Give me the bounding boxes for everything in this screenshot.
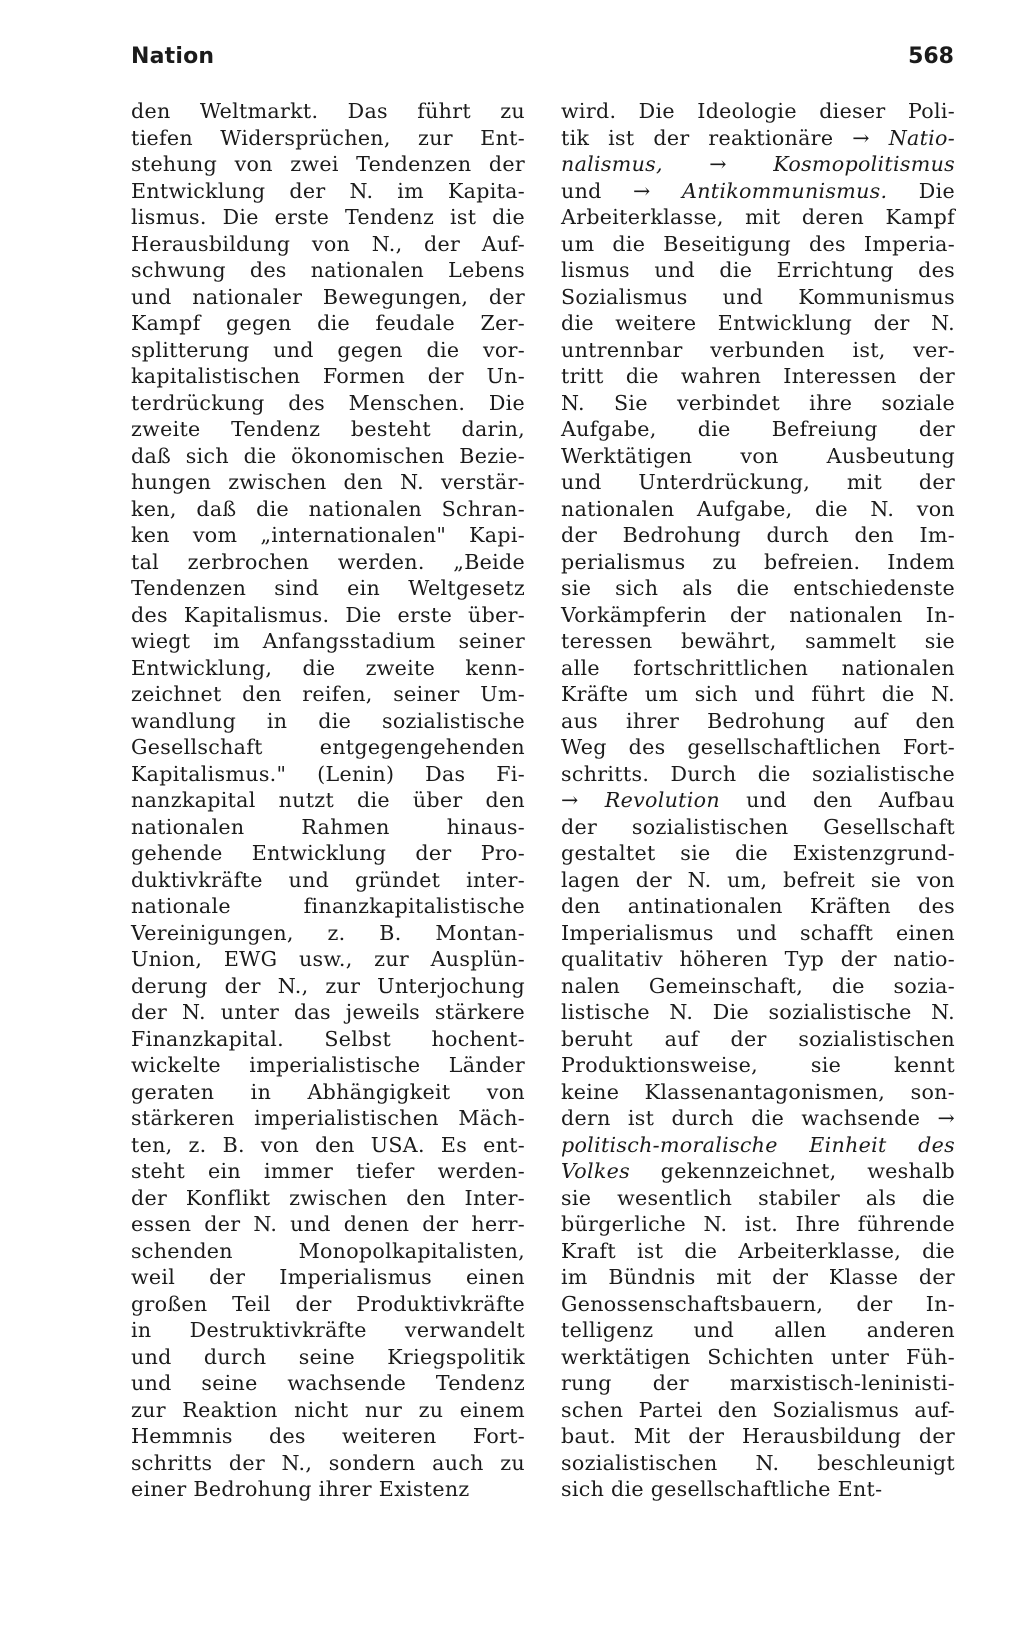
text-line: [561, 1238, 955, 1265]
text-segment: Weg des gesellschaftlichen Fort-: [561, 735, 955, 759]
text-segment: sie sich als die entschiedenste: [561, 576, 955, 600]
text-line: [561, 787, 955, 814]
text-line: schwung des nationalen Lebens: [131, 258, 525, 282]
text-line: schritts der N., sondern auch zu: [131, 1450, 525, 1475]
text-line: [561, 1079, 955, 1106]
text-segment: und: [561, 178, 634, 203]
text-line: tiefen Widersprüchen, zur Ent-: [131, 125, 525, 150]
text-line: gehende Entwicklung der Pro-: [131, 841, 525, 865]
text-line: der Konflikt zwischen den Inter-: [131, 1185, 525, 1210]
text-segment: lagen der N. um, befreit sie von: [561, 867, 955, 892]
text-segment: Produktionsweise, sie kennt: [561, 1053, 955, 1077]
text-line: steht ein immer tiefer werden-: [131, 1159, 525, 1183]
text-line: Kapitalismus." (Lenin) Das Fi-: [131, 761, 525, 786]
text-line: zweite Tendenz besteht darin,: [131, 417, 525, 441]
arrow-right-icon: →: [633, 178, 683, 203]
page-number: 568: [908, 44, 954, 69]
text-segment: aus ihrer Bedrohung auf den: [561, 708, 955, 733]
text-line: Hemmnis des weiteren Fort-: [131, 1424, 525, 1448]
text-line: lismus. Die erste Tendenz ist die: [131, 205, 525, 229]
text-segment: schritts. Durch die sozialistische: [561, 761, 955, 786]
text-line: [561, 443, 955, 470]
text-line: [561, 204, 955, 231]
text-line: [561, 1291, 955, 1318]
text-line: [561, 496, 955, 523]
text-line: [561, 1132, 955, 1159]
text-segment: sie wesentlich stabiler als die: [561, 1185, 955, 1210]
text-segment: Die: [887, 178, 955, 203]
text-line: wandlung in die sozialistische: [131, 708, 525, 733]
text-line: [561, 416, 955, 443]
text-line: derung der N., zur Unterjochung: [131, 973, 525, 998]
text-line: [561, 655, 955, 682]
running-head: Nation: [131, 44, 215, 69]
text-line: stehung von zwei Tendenzen der: [131, 152, 525, 176]
text-segment: telligenz und allen anderen: [561, 1318, 955, 1342]
text-line: nationale finanzkapitalistische: [131, 894, 525, 918]
text-line: geraten in Abhängigkeit von: [131, 1079, 525, 1104]
text-line: [561, 1105, 955, 1132]
text-segment: nationalen Aufgabe, die N. von: [561, 496, 955, 521]
text-line: und seine wachsende Tendenz: [131, 1371, 525, 1395]
text-line: ten, z. B. von den USA. Es ent-: [131, 1132, 525, 1157]
text-line: der N. unter das jeweils stärkere: [131, 1000, 525, 1024]
text-segment: Arbeiterklasse, mit deren Kampf: [561, 205, 955, 229]
cross-reference: Kosmopolitismus: [773, 152, 956, 176]
text-line: [561, 867, 955, 894]
text-line: terdrückung des Menschen. Die: [131, 390, 525, 415]
text-segment: qualitativ höheren Typ der natio-: [561, 947, 955, 971]
page-header: [131, 44, 954, 80]
text-line: Gesellschaft entgegengehenden: [131, 735, 525, 759]
cross-reference: Antikommunismus.: [682, 178, 888, 203]
cross-reference: Natio-: [888, 125, 956, 150]
text-line: schenden Monopolkapitalisten,: [131, 1238, 525, 1263]
text-line: [561, 999, 955, 1026]
text-line: wiegt im Anfangsstadium seiner: [131, 629, 525, 653]
text-segment: Kräfte um sich und führt die N.: [561, 682, 955, 706]
cross-reference: Revolution: [604, 788, 720, 812]
text-segment: keine Klassenantagonismen, son-: [561, 1079, 955, 1104]
cross-reference: nalismus,: [561, 152, 710, 176]
text-line: [561, 1264, 955, 1291]
text-segment: schen Partei den Sozialismus auf-: [561, 1397, 955, 1422]
text-line: [561, 284, 955, 311]
text-line: Entwicklung der N. im Kapita-: [131, 178, 525, 203]
text-line: [561, 310, 955, 337]
text-line: Union, EWG usw., zur Ausplün-: [131, 947, 525, 971]
text-line: essen der N. und denen der herr-: [131, 1212, 525, 1236]
text-line: [561, 840, 955, 867]
text-segment: dern ist durch die wachsende: [561, 1106, 938, 1130]
arrow-right-icon: →: [709, 152, 774, 176]
text-segment: listische N. Die sozialistische N.: [561, 1000, 955, 1024]
text-segment: alle fortschrittlichen nationalen: [561, 655, 955, 680]
text-line: Entwicklung, die zweite kenn-: [131, 655, 525, 680]
text-segment: perialismus zu befreien. Indem: [561, 549, 955, 574]
text-line: [561, 1370, 955, 1397]
text-line: ken vom „internationalen" Kapi-: [131, 523, 525, 547]
text-line: daß sich die ökonomischen Bezie-: [131, 443, 525, 468]
text-line: [561, 257, 955, 284]
arrow-right-icon: →: [561, 788, 605, 812]
text-line: [561, 549, 955, 576]
text-segment: baut. Mit der Herausbildung der: [561, 1424, 955, 1448]
text-segment: werktätigen Schichten unter Füh-: [561, 1344, 955, 1369]
text-segment: Imperialismus und schafft einen: [561, 920, 955, 945]
text-line: [561, 946, 955, 973]
text-segment: gekennzeichnet, weshalb: [630, 1159, 955, 1183]
text-line: [561, 602, 955, 629]
text-line: [561, 814, 955, 841]
text-line: weil der Imperialismus einen: [131, 1265, 525, 1289]
text-segment: und Unterdrückung, mit der: [561, 470, 955, 494]
text-line: [561, 1026, 955, 1053]
text-line: kapitalistischen Formen der Un-: [131, 364, 525, 388]
text-segment: wird. Die Ideologie dieser Poli-: [561, 99, 955, 123]
text-line: den Weltmarkt. Das führt zu: [131, 99, 525, 123]
text-segment: bürgerliche N. ist. Ihre führende: [561, 1212, 955, 1236]
text-line: [561, 681, 955, 708]
text-line: [561, 151, 955, 178]
text-segment: und den Aufbau: [719, 788, 955, 812]
text-segment: Kraft ist die Arbeiterklasse, die: [561, 1238, 955, 1263]
text-line: splitterung und gegen die vor-: [131, 337, 525, 362]
text-line: einer Bedrohung ihrer Existenz: [131, 1477, 470, 1501]
text-segment: Genossenschaftsbauern, der In-: [561, 1291, 955, 1316]
text-segment: sozialistischen N. beschleunigt: [561, 1450, 955, 1475]
text-segment: sich die gesellschaftliche Ent-: [561, 1477, 883, 1501]
text-line: [561, 1211, 955, 1238]
text-line: in Destruktivkräfte verwandelt: [131, 1318, 525, 1342]
text-line: Tendenzen sind ein Weltgesetz: [131, 576, 525, 600]
text-line: stärkeren imperialistischen Mäch-: [131, 1106, 525, 1130]
text-segment: Vorkämpferin der nationalen In-: [561, 602, 955, 627]
text-line: Kampf gegen die feudale Zer-: [131, 311, 525, 335]
text-line: [561, 1344, 955, 1371]
text-line: [561, 761, 955, 788]
text-segment: die weitere Entwicklung der N.: [561, 311, 955, 335]
text-segment: tritt die wahren Interessen der: [561, 364, 955, 388]
text-segment: Sozialismus und Kommunismus: [561, 284, 955, 309]
text-segment: teressen bewährt, sammelt sie: [561, 629, 955, 653]
text-line: [561, 337, 955, 364]
text-segment: im Bündnis mit der Klasse der: [561, 1265, 955, 1289]
text-line: zur Reaktion nicht nur zu einem: [131, 1397, 525, 1422]
text-line: zeichnet den reifen, seiner Um-: [131, 682, 525, 706]
text-line: großen Teil der Produktivkräfte: [131, 1291, 525, 1316]
text-line: [561, 628, 955, 655]
text-segment: lismus und die Errichtung des: [561, 258, 955, 282]
text-line: [561, 893, 955, 920]
text-line: [561, 734, 955, 761]
text-line: Finanzkapital. Selbst hochent-: [131, 1026, 525, 1051]
text-line: duktivkräfte und gründet inter-: [131, 867, 525, 892]
arrow-right-icon: →: [852, 125, 889, 150]
cross-reference: Volkes: [561, 1159, 631, 1183]
text-line: wickelte imperialistische Länder: [131, 1053, 525, 1077]
text-line: [561, 1185, 955, 1212]
text-line: Herausbildung von N., der Auf-: [131, 231, 525, 256]
text-column-left: [131, 98, 525, 1503]
text-line: [561, 708, 955, 735]
text-line: [561, 1158, 955, 1185]
text-segment: beruht auf der sozialistischen: [561, 1026, 955, 1051]
text-line: und nationaler Bewegungen, der: [131, 284, 525, 309]
text-segment: N. Sie verbindet ihre soziale: [561, 390, 955, 415]
text-segment: nalen Gemeinschaft, die sozia-: [561, 973, 955, 998]
text-line: [561, 920, 955, 947]
text-line: [561, 1317, 955, 1344]
text-segment: gestaltet sie die Existenzgrund-: [561, 841, 955, 865]
text-line: Vereinigungen, z. B. Montan-: [131, 920, 525, 945]
text-line: [561, 1423, 955, 1450]
text-segment: tik ist der reaktionäre: [561, 125, 853, 150]
text-line: hungen zwischen den N. verstär-: [131, 470, 525, 494]
text-line: [561, 973, 955, 1000]
text-segment: untrennbar verbunden ist, ver-: [561, 337, 955, 362]
text-line: [561, 98, 955, 125]
text-line: [561, 1476, 955, 1503]
text-segment: den antinationalen Kräften des: [561, 894, 955, 918]
text-line: [561, 1052, 955, 1079]
arrow-right-icon: →: [937, 1106, 955, 1130]
text-segment: der Bedrohung durch den Im-: [561, 523, 955, 547]
text-line: [561, 125, 955, 152]
text-line: des Kapitalismus. Die erste über-: [131, 602, 525, 627]
text-line: [561, 522, 955, 549]
text-line: tal zerbrochen werden. „Beide: [131, 549, 525, 574]
text-segment: um die Beseitigung des Imperia-: [561, 231, 955, 256]
text-line: [561, 1450, 955, 1477]
text-line: ken, daß die nationalen Schran-: [131, 496, 525, 521]
text-line: [561, 178, 955, 205]
cross-reference: politisch-moralische Einheit des: [561, 1132, 955, 1157]
text-line: und durch seine Kriegspolitik: [131, 1344, 525, 1369]
text-line: [561, 1397, 955, 1424]
text-line: nationalen Rahmen hinaus-: [131, 814, 525, 839]
text-line: [561, 363, 955, 390]
text-segment: Aufgabe, die Befreiung der: [561, 417, 955, 441]
text-segment: der sozialistischen Gesellschaft: [561, 814, 955, 839]
text-line: [561, 231, 955, 258]
text-line: nanzkapital nutzt die über den: [131, 788, 525, 812]
text-segment: rung der marxistisch-leninisti-: [561, 1371, 955, 1395]
text-column-right: [561, 98, 955, 1503]
text-segment: Werktätigen von Ausbeutung: [561, 443, 955, 468]
text-line: [561, 469, 955, 496]
text-line: [561, 390, 955, 417]
text-line: [561, 575, 955, 602]
